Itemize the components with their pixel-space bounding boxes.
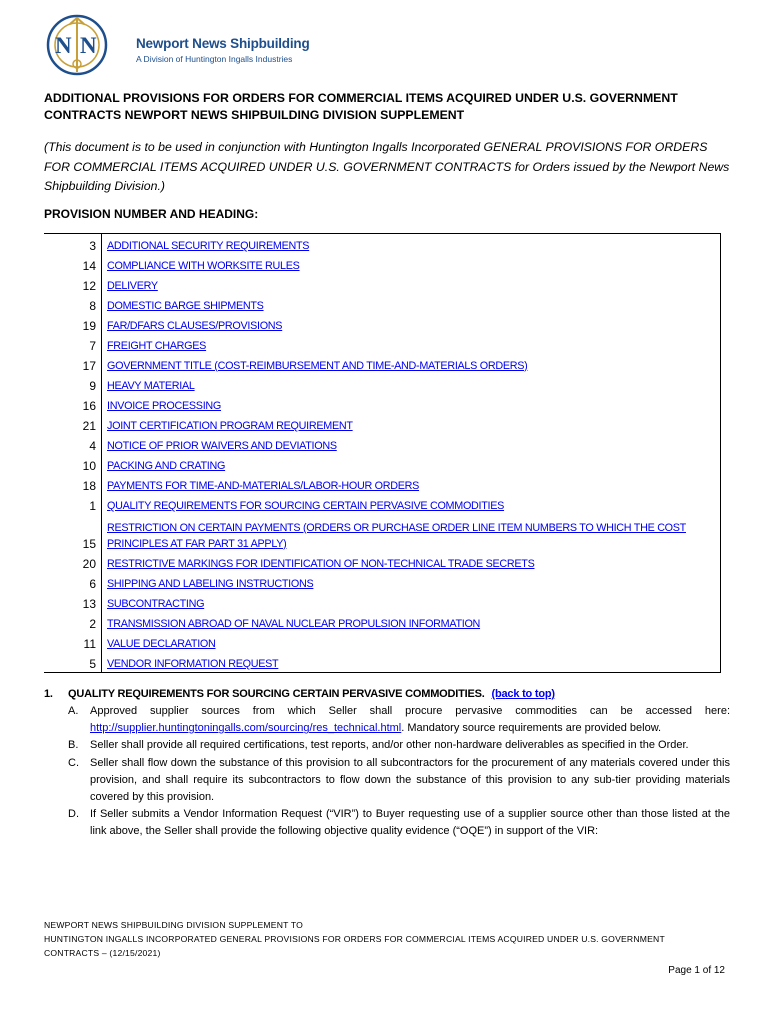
section-number: 1. [44, 688, 53, 700]
provision-number: 6 [44, 572, 102, 592]
table-row [44, 434, 721, 454]
provision-link[interactable]: RESTRICTIVE MARKINGS FOR IDENTIFICATION OF NON-TECHNICAL TRADE SECRETS [107, 557, 535, 570]
provision-link[interactable]: JOINT CERTIFICATION PROGRAM REQUIREMENT [107, 419, 353, 432]
provision-number: 9 [44, 374, 102, 394]
svg-text:N: N [80, 33, 97, 58]
provision-link[interactable]: SHIPPING AND LABELING INSTRUCTIONS [107, 577, 314, 590]
provision-link[interactable]: TRANSMISSION ABROAD OF NAVAL NUCLEAR PROPULSION INFORMATION [107, 617, 481, 630]
provision-number: 1 [44, 494, 102, 514]
table-row [44, 494, 721, 514]
item-text: If Seller submits a Vendor Information Request (“VIR”) to Buyer requesting use of a supplier source other than those listed at the link above, the Seller shall provide the following objective quality evidence (“OQE”) in support of the VIR: [90, 808, 730, 838]
table-row [44, 274, 721, 294]
section-title: QUALITY REQUIREMENTS FOR SOURCING CERTAIN PERVASIVE COMMODITIES. [68, 688, 485, 700]
provision-link[interactable]: FAR/DFARS CLAUSES/PROVISIONS [107, 319, 283, 332]
item-letter: C. [68, 756, 79, 769]
provision-number: 14 [44, 254, 102, 274]
provision-number: 4 [44, 434, 102, 454]
table-row [44, 454, 721, 474]
item-text: Seller shall provide all required certifications, test reports, and/or other non-hardware deliverables as specified in the Order. [90, 739, 689, 752]
footer-line: CONTRACTS – (12/15/2021) [44, 948, 161, 958]
section-1-items [44, 703, 730, 841]
table-row [44, 354, 721, 374]
supplier-sources-link[interactable]: http://supplier.huntingtoningalls.com/sourcing/res_technical.html [90, 722, 402, 735]
section-1 [44, 688, 730, 841]
table-row [44, 394, 721, 414]
section-1-heading [44, 688, 730, 700]
table-row [44, 334, 721, 354]
footer-line: NEWPORT NEWS SHIPBUILDING DIVISION SUPPLEMENT TO [44, 920, 304, 930]
company-logo [44, 14, 310, 76]
provision-link[interactable]: QUALITY REQUIREMENTS FOR SOURCING CERTAIN PERVASIVE COMMODITIES [107, 499, 505, 512]
table-row [44, 414, 721, 434]
provision-link[interactable]: COMPLIANCE WITH WORKSITE RULES [107, 259, 300, 272]
provision-link[interactable]: GOVERNMENT TITLE (COST-REIMBURSEMENT AND TIME-AND-MATERIALS ORDERS) [107, 359, 528, 372]
provision-link[interactable]: DOMESTIC BARGE SHIPMENTS [107, 299, 264, 312]
provision-link[interactable]: NOTICE OF PRIOR WAIVERS AND DEVIATIONS [107, 439, 337, 452]
page-number: Page 1 of 12 [668, 965, 725, 976]
provision-number: 19 [44, 314, 102, 334]
provision-number: 13 [44, 592, 102, 612]
provision-table [44, 233, 721, 673]
provision-link[interactable]: RESTRICTION ON CERTAIN PAYMENTS (ORDERS OR PURCHASE ORDER LINE ITEM NUMBERS TO WHICH THE COST PRINCIPLES AT FAR PART 31 APPLY) [107, 521, 686, 550]
provision-list-heading: PROVISION NUMBER AND HEADING: [44, 207, 259, 221]
provision-number: 2 [44, 612, 102, 632]
item-text: . Mandatory source requirements are provided below. [401, 722, 662, 735]
provision-number: 5 [44, 652, 102, 673]
table-row [44, 552, 721, 572]
svg-text:N: N [55, 33, 72, 58]
item-text: Approved supplier sources from which Seller shall procure pervasive commodities can be accessed here: [90, 705, 730, 717]
item-letter: A. [68, 705, 79, 717]
provision-number: 21 [44, 414, 102, 434]
footer-line: HUNTINGTON INGALLS INCORPORATED GENERAL PROVISIONS FOR ORDERS FOR COMMERCIAL ITEMS ACQUIRED UNDER U.S. GOVERNMENT [44, 934, 665, 944]
provision-link[interactable]: VENDOR INFORMATION REQUEST [107, 657, 279, 670]
item-letter: D. [68, 808, 79, 821]
item-text: Seller shall flow down the substance of this provision to all subcontractors for the procurement of any materials covered under this provision, and shall require its subcontractors to flow down the substance of this provision to any sub-tier providing materials covered by this provision. [90, 756, 730, 804]
provision-link[interactable]: PACKING AND CRATING [107, 459, 226, 472]
provision-link[interactable]: ADDITIONAL SECURITY REQUIREMENTS [107, 239, 310, 252]
list-item [44, 737, 730, 754]
table-row [44, 294, 721, 314]
provision-link[interactable]: VALUE DECLARATION [107, 637, 216, 650]
provision-number: 11 [44, 632, 102, 652]
item-letter: B. [68, 739, 79, 752]
provision-link[interactable]: DELIVERY [107, 279, 158, 292]
provision-link[interactable]: HEAVY MATERIAL [107, 379, 195, 392]
provision-number: 16 [44, 394, 102, 414]
table-row [44, 234, 721, 255]
page-footer [44, 918, 734, 960]
table-row [44, 632, 721, 652]
back-to-top-link[interactable]: (back to top) [491, 688, 555, 700]
provision-link[interactable]: SUBCONTRACTING [107, 597, 205, 610]
provision-number: 12 [44, 274, 102, 294]
table-row [44, 374, 721, 394]
list-item [44, 806, 730, 840]
table-row [44, 652, 721, 673]
provision-number: 18 [44, 474, 102, 494]
provision-number: 10 [44, 454, 102, 474]
document-title: ADDITIONAL PROVISIONS FOR ORDERS FOR COMMERCIAL ITEMS ACQUIRED UNDER U.S. GOVERNMENT CONTRACTS NEWPORT NEWS SHIPBUILDING DIVISION SUPPLEMENT [44, 91, 678, 122]
list-item [44, 755, 730, 807]
document-intro: (This document is to be used in conjunction with Huntington Ingalls Incorporated GENERAL PROVISIONS FOR ORDERS FOR COMMERCIAL ITEMS ACQUIRED UNDER U.S. GOVERNMENT CONTRACTS for Orders issued by the Newport News Shipbuilding Division.) [44, 140, 730, 193]
provision-number: 17 [44, 354, 102, 374]
provision-link[interactable]: INVOICE PROCESSING [107, 399, 221, 412]
table-row [44, 254, 721, 274]
provision-number: 7 [44, 334, 102, 354]
table-row [44, 592, 721, 612]
logo-subtitle: A Division of Huntington Ingalls Industries [136, 54, 293, 64]
table-row [44, 474, 721, 494]
nns-emblem-icon [44, 14, 128, 76]
provision-number: 15 [44, 514, 102, 552]
provision-link[interactable]: PAYMENTS FOR TIME-AND-MATERIALS/LABOR-HOUR ORDERS [107, 479, 420, 492]
logo-company-name: Newport News Shipbuilding [136, 36, 310, 51]
list-item [44, 703, 730, 737]
table-row [44, 572, 721, 592]
provision-number: 3 [44, 234, 102, 255]
provision-number: 8 [44, 294, 102, 314]
table-row [44, 612, 721, 632]
provision-link[interactable]: FREIGHT CHARGES [107, 339, 207, 352]
table-row [44, 314, 721, 334]
table-row [44, 514, 721, 552]
provision-number: 20 [44, 552, 102, 572]
